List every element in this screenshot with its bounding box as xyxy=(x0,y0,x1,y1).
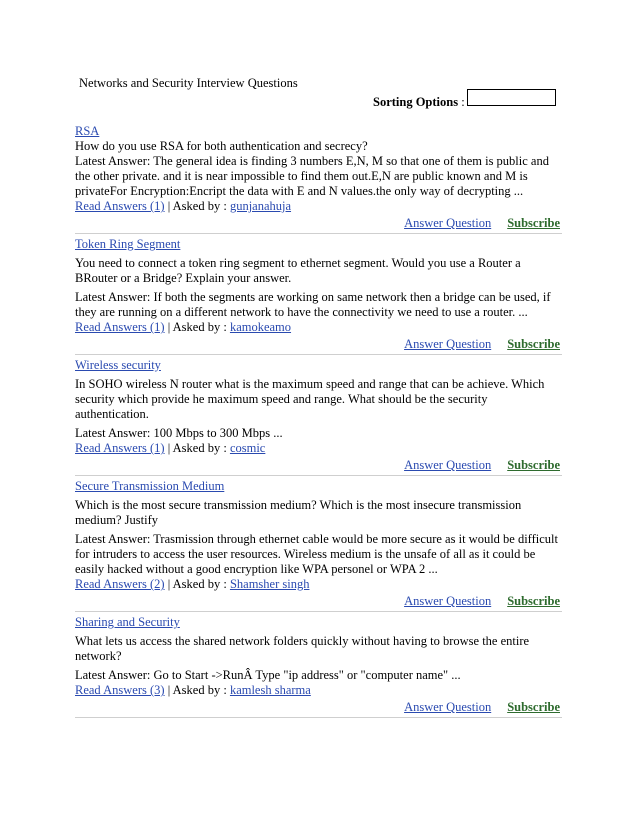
latest-answer-text: Latest Answer: Go to Start ->RunÂ Type "ip address" or "computer name" ... xyxy=(75,668,461,682)
latest-answer-text: Latest Answer: 100 Mbps to 300 Mbps ... xyxy=(75,426,283,440)
read-answers-link[interactable]: Read Answers (2) xyxy=(75,577,165,591)
question-title-link[interactable]: Secure Transmission Medium xyxy=(75,479,225,493)
asked-by-label: | Asked by : xyxy=(164,199,230,213)
question-item xyxy=(75,358,562,476)
question-meta xyxy=(75,683,562,698)
asked-by-label: | Asked by : xyxy=(164,441,230,455)
answer-question-link[interactable]: Answer Question xyxy=(404,700,492,714)
question-text: Which is the most secure transmission medium? Which is the most insecure transmission medium? Justify xyxy=(75,498,522,527)
question-actions xyxy=(75,700,562,715)
latest-answer-text: Latest Answer: If both the segments are working on same network then a bridge can be used, if they are running on a different network to have the connectivity we need to use a router. ... xyxy=(75,290,551,319)
question-item xyxy=(75,124,562,234)
question-item xyxy=(75,615,562,718)
author-link[interactable]: gunjanahuja xyxy=(229,199,292,213)
author-link[interactable]: kamokeamo xyxy=(229,320,292,334)
question-title-link[interactable]: Wireless security xyxy=(75,358,161,372)
author-link[interactable]: cosmic xyxy=(229,441,266,455)
sorting-options-label: Sorting Options xyxy=(373,95,459,109)
question-meta xyxy=(75,199,562,214)
sorting-options-colon: : xyxy=(458,95,465,109)
subscribe-link[interactable]: Subscribe xyxy=(507,594,560,608)
answer-question-link[interactable]: Answer Question xyxy=(404,216,492,230)
divider xyxy=(75,354,562,355)
subscribe-link[interactable]: Subscribe xyxy=(507,458,560,472)
asked-by-label: | Asked by : xyxy=(164,683,230,697)
author-link[interactable]: Shamsher singh xyxy=(229,577,310,591)
page-title: Networks and Security Interview Questions xyxy=(79,76,298,90)
divider xyxy=(75,233,562,234)
sorting-options-select[interactable] xyxy=(467,89,556,106)
asked-by-label: | Asked by : xyxy=(164,320,230,334)
answer-question-link[interactable]: Answer Question xyxy=(404,594,492,608)
question-meta xyxy=(75,577,562,592)
question-item xyxy=(75,479,562,612)
read-answers-link[interactable]: Read Answers (1) xyxy=(75,320,165,334)
question-list xyxy=(75,124,562,721)
divider xyxy=(75,717,562,718)
read-answers-link[interactable]: Read Answers (1) xyxy=(75,199,165,213)
latest-answer-text: Latest Answer: The general idea is finding 3 numbers E,N, M so that one of them is public and the other private. and it is near impossible to find them out.E,N are public known and M is privateFor Encryption:Encript the data with E and N values.the only way of decrypting ... xyxy=(75,154,549,198)
subscribe-link[interactable]: Subscribe xyxy=(507,700,560,714)
question-actions xyxy=(75,594,562,609)
question-item xyxy=(75,237,562,355)
question-title-link[interactable]: Sharing and Security xyxy=(75,615,180,629)
question-title-link[interactable]: RSA xyxy=(75,124,100,138)
question-text: In SOHO wireless N router what is the maximum speed and range that can be achieve. Which security which provide he maximum speed and range. What should be the security authentication. xyxy=(75,377,545,421)
divider xyxy=(75,475,562,476)
question-text: You need to connect a token ring segment to ethernet segment. Would you use a Router a BRouter or a Bridge? Explain your answer. xyxy=(75,256,521,285)
read-answers-link[interactable]: Read Answers (3) xyxy=(75,683,165,697)
divider xyxy=(75,611,562,612)
question-meta xyxy=(75,441,562,456)
sorting-options xyxy=(373,95,465,110)
latest-answer-text: Latest Answer: Trasmission through ethernet cable would be more secure as it would be difficult for intruders to access the user resources. Wireless medium is the unsafe of all as it could be easily hacked without a good encryption like WPA personel or WPA 2 ... xyxy=(75,532,559,576)
subscribe-link[interactable]: Subscribe xyxy=(507,216,560,230)
question-actions xyxy=(75,216,562,231)
answer-question-link[interactable]: Answer Question xyxy=(404,337,492,351)
author-link[interactable]: kamlesh sharma xyxy=(229,683,311,697)
question-title-link[interactable]: Token Ring Segment xyxy=(75,237,181,251)
answer-question-link[interactable]: Answer Question xyxy=(404,458,492,472)
question-actions xyxy=(75,337,562,352)
question-meta xyxy=(75,320,562,335)
subscribe-link[interactable]: Subscribe xyxy=(507,337,560,351)
read-answers-link[interactable]: Read Answers (1) xyxy=(75,441,165,455)
asked-by-label: | Asked by : xyxy=(164,577,230,591)
question-actions xyxy=(75,458,562,473)
question-text: What lets us access the shared network folders quickly without having to browse the entire network? xyxy=(75,634,530,663)
question-text: How do you use RSA for both authentication and secrecy? xyxy=(75,139,368,153)
